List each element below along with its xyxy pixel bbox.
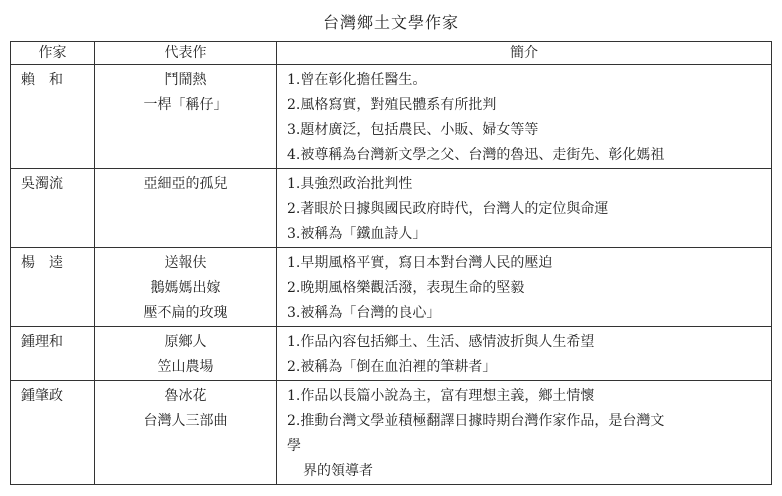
author-name: 鍾理和 — [21, 334, 63, 350]
works-cell — [95, 65, 277, 169]
table-row — [11, 248, 772, 327]
intro-line: 2.推動台灣文學並積極翻譯日據時期台灣作家作品，是台灣文 — [287, 413, 665, 429]
author-name: 鍾肇政 — [21, 388, 63, 404]
author-cell — [11, 327, 95, 381]
intro-cell — [277, 381, 772, 485]
table-row — [11, 65, 772, 169]
intro-line: 1.具強烈政治批判性 — [287, 176, 413, 192]
intro-line: 2.風格寫實，對殖民體系有所批判 — [287, 97, 497, 113]
header-intro: 簡介 — [277, 42, 772, 65]
table-header-row — [11, 42, 772, 65]
intro-line: 3.被稱為「台灣的良心」 — [287, 305, 441, 321]
table-row — [11, 327, 772, 381]
author-cell — [11, 248, 95, 327]
work-title: 壓不扁的玫瑰 — [143, 305, 228, 321]
author-name: 楊 逵 — [21, 255, 63, 271]
intro-line: 1.早期風格平實，寫日本對台灣人民的壓迫 — [287, 255, 553, 271]
intro-line: 2.被稱為「倒在血泊裡的筆耕者」 — [287, 359, 497, 375]
work-title: 鵝媽媽出嫁 — [150, 280, 221, 296]
table-row — [11, 381, 772, 485]
works-cell — [95, 327, 277, 381]
authors-table — [10, 41, 772, 485]
author-cell — [11, 65, 95, 169]
intro-cell — [277, 65, 772, 169]
page-title: 台灣鄉土文學作家 — [322, 13, 459, 32]
intro-line: 1.作品以長篇小說為主，富有理想主義，鄉土情懷 — [287, 388, 595, 404]
table-row — [11, 169, 772, 248]
intro-line: 1.曾在彰化擔任醫生。 — [287, 72, 427, 88]
work-title: 魯冰花 — [164, 388, 207, 404]
work-title: 台灣人三部曲 — [143, 413, 228, 429]
work-title: 笠山農場 — [157, 359, 214, 375]
intro-line: 3.被稱為「鐵血詩人」 — [287, 226, 427, 242]
work-title: 原鄉人 — [164, 334, 207, 350]
work-title: 一桿「稱仔」 — [143, 97, 228, 113]
intro-line: 4.被尊稱為台灣新文學之父、台灣的魯迅、走街先、彰化媽祖 — [287, 147, 665, 163]
work-title: 亞細亞的孤兒 — [143, 176, 228, 192]
intro-line: 2.晚期風格樂觀活潑，表現生命的堅毅 — [287, 280, 525, 296]
intro-line: 界的領導者 — [303, 463, 373, 479]
header-works: 代表作 — [95, 42, 277, 65]
intro-line: 1.作品內容包括鄉土、生活、感情波折與人生希望 — [287, 334, 595, 350]
intro-line: 學 — [287, 438, 301, 454]
intro-cell — [277, 169, 772, 248]
work-title: 鬥鬧熱 — [164, 72, 207, 88]
intro-cell — [277, 248, 772, 327]
works-cell — [95, 381, 277, 485]
works-cell — [95, 248, 277, 327]
intro-line: 2.著眼於日據與國民政府時代，台灣人的定位與命運 — [287, 201, 609, 217]
work-title: 送報伕 — [164, 255, 207, 271]
intro-cell — [277, 327, 772, 381]
author-cell — [11, 169, 95, 248]
works-cell — [95, 169, 277, 248]
author-name: 賴 和 — [21, 72, 63, 88]
header-author: 作家 — [11, 42, 95, 65]
intro-line: 3.題材廣泛，包括農民、小販、婦女等等 — [287, 122, 539, 138]
author-name: 吳濁流 — [21, 176, 63, 192]
author-cell — [11, 381, 95, 485]
